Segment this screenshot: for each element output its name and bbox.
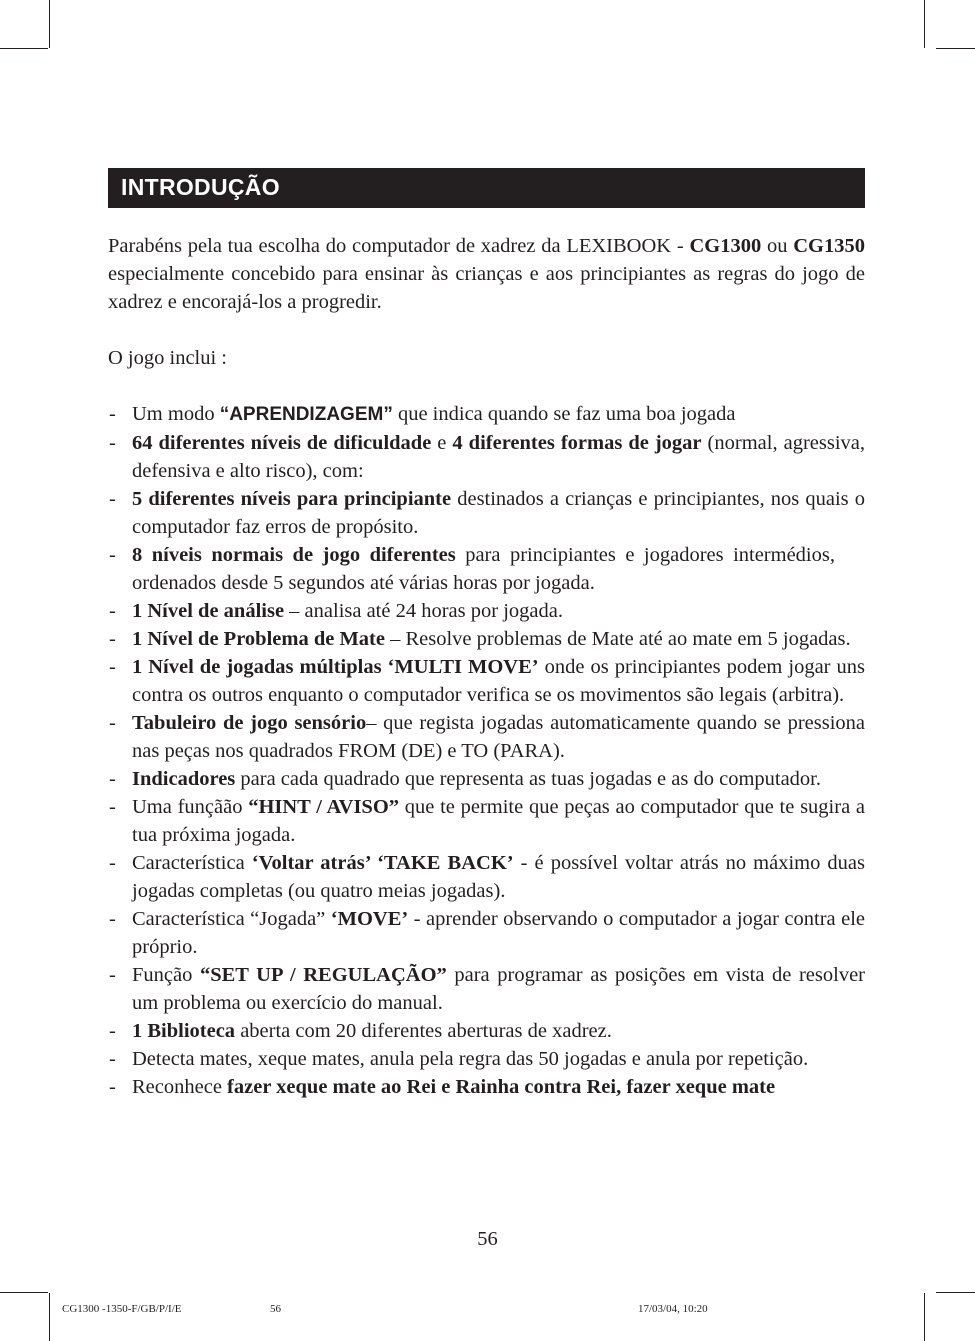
crop-mark bbox=[0, 48, 48, 49]
list-item: - Tabuleiro de jogo sensório– que regista jogadas automaticamente quando se pressiona nas peças nos quadrados FROM (DE) e TO (PARA). bbox=[108, 709, 865, 765]
list-item: - Função “SET UP / REGULAÇÃO” para programar as posições em vista de resolver um problema ou exercício do manual. bbox=[108, 961, 865, 1017]
bullet-dash: - bbox=[109, 544, 116, 566]
section-header bbox=[108, 168, 865, 208]
model-name: CG1350 bbox=[793, 235, 865, 257]
bullet-dash: - bbox=[109, 1076, 116, 1098]
list-item: - 1 Nível de Problema de Mate – Resolve problemas de Mate até ao mate em 5 jogadas. bbox=[108, 625, 865, 653]
bullet-dash: - bbox=[109, 432, 116, 454]
section-title: INTRODUÇÃO bbox=[121, 174, 280, 200]
list-item: - 8 níveis normais de jogo diferentes para principiantes e jogadores intermédios,ordenados desde 5 segundos até várias horas por jogada. bbox=[108, 541, 865, 597]
bullet-dash: - bbox=[109, 964, 116, 986]
footer-page: 56 bbox=[270, 1303, 281, 1315]
bullet-dash: - bbox=[109, 1048, 116, 1070]
list-item: - Característica ‘Voltar atrás’ ‘TAKE BACK’ - é possível voltar atrás no máximo duas jogadas completas (ou quatro meias jogadas). bbox=[108, 849, 865, 905]
crop-mark bbox=[0, 1292, 48, 1293]
page-number: 56 bbox=[477, 1228, 498, 1250]
list-item: - Indicadores para cada quadrado que representa as tuas jogadas e as do computador. bbox=[108, 765, 865, 793]
feature-list bbox=[108, 400, 865, 1101]
crop-mark bbox=[49, 1293, 50, 1341]
list-item: - Reconhece fazer xeque mate ao Rei e Rainha contra Rei, fazer xeque mate bbox=[108, 1073, 865, 1101]
crop-mark bbox=[936, 48, 975, 49]
list-item: - 1 Nível de análise – analisa até 24 horas por jogada. bbox=[108, 597, 865, 625]
bullet-dash: - bbox=[109, 768, 116, 790]
bullet-dash: - bbox=[109, 600, 116, 622]
bullet-dash: - bbox=[109, 852, 116, 874]
list-item: - 5 diferentes níveis para principiante destinados a crianças e principiantes, nos quais o computador faz erros de propósito. bbox=[108, 485, 865, 541]
includes-label: O jogo inclui : bbox=[108, 347, 228, 369]
intro-text: especialmente concebido para ensinar às crianças e aos principiantes as regras do jogo de xadrez e encorajá-los a progredir. bbox=[108, 263, 865, 313]
model-name: CG1300 bbox=[689, 235, 762, 257]
page-content bbox=[108, 232, 865, 1101]
bullet-dash: - bbox=[109, 488, 116, 510]
intro-paragraph bbox=[108, 232, 865, 316]
crop-mark bbox=[49, 0, 50, 48]
bullet-dash: - bbox=[109, 403, 116, 425]
crop-mark bbox=[924, 1293, 925, 1341]
list-item: - Uma funçãão “HINT / AVISO” que te permite que peças ao computador que te sugira a tua próxima jogada. bbox=[108, 793, 865, 849]
intro-text: Parabéns pela tua escolha do computador de xadrez da LEXIBOOK - bbox=[108, 235, 690, 257]
footer-date: 17/03/04, 10:20 bbox=[638, 1303, 708, 1315]
list-item: - Característica “Jogada” ‘MOVE’ - aprender observando o computador a jogar contra ele próprio. bbox=[108, 905, 865, 961]
list-item: - 1 Nível de jogadas múltiplas ‘MULTI MOVE’ onde os principiantes podem jogar uns contra os outros enquanto o computador verifica se os movimentos são legais (arbitra). bbox=[108, 653, 865, 709]
list-item: - 64 diferentes níveis de dificuldade e 4 diferentes formas de jogar (normal, agressiva, defensiva e alto risco), com: bbox=[108, 429, 865, 485]
intro-text: ou bbox=[761, 235, 794, 257]
crop-mark bbox=[924, 0, 925, 48]
bullet-dash: - bbox=[109, 712, 116, 734]
bullet-dash: - bbox=[109, 796, 116, 818]
bullet-dash: - bbox=[109, 1020, 116, 1042]
list-item: - 1 Biblioteca aberta com 20 diferentes aberturas de xadrez. bbox=[108, 1017, 865, 1045]
list-item: - Um modo “APRENDIZAGEM” que indica quando se faz uma boa jogada bbox=[108, 400, 865, 429]
bullet-dash: - bbox=[109, 908, 116, 930]
list-item: - Detecta mates, xeque mates, anula pela regra das 50 jogadas e anula por repetição. bbox=[108, 1045, 865, 1073]
bullet-dash: - bbox=[109, 628, 116, 650]
bullet-dash: - bbox=[109, 656, 116, 678]
footer-doc-code: CG1300 -1350-F/GB/P/I/E bbox=[62, 1303, 182, 1315]
crop-mark bbox=[936, 1292, 975, 1293]
